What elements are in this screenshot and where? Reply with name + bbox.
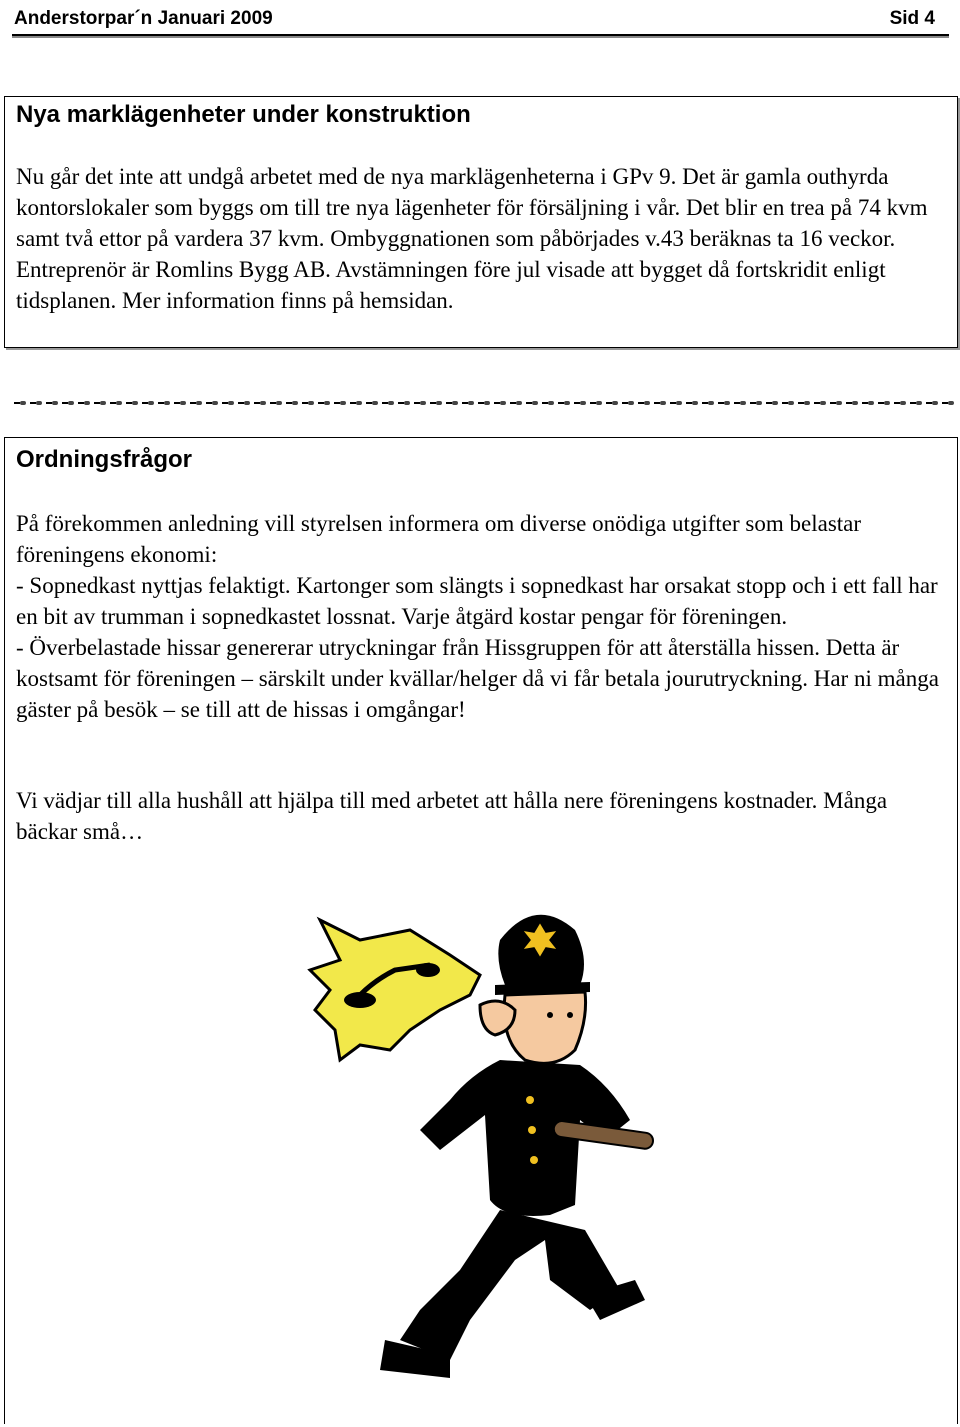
face	[504, 992, 585, 1063]
paragraph: - Sopnedkast nyttjas felaktigt. Kartonger som slängts i sopnedkast har orsakat stopp och i ett fall har en bit av trumman i sopnedkastet lossnat. Varje åtgärd kostar pengar för föreningen.	[16, 573, 938, 629]
article-new-apartments	[4, 96, 958, 348]
page-header	[12, 4, 949, 36]
article-body	[16, 508, 951, 725]
closing-paragraph: Vi vädjar till alla hushåll att hjälpa till med arbetet att hålla nere föreningens kostnader. Många bäckar små…	[16, 788, 888, 844]
policeman-whistle-illustration	[300, 900, 660, 1400]
whistle-burst	[310, 920, 480, 1060]
article-body: Nu går det inte att undgå arbetet med de nya marklägenheterna i GPv 9. Det är gamla outhyrda kontorslokaler som byggs om till tre nya lägenheter för försäljning i vår. Det blir en trea på 74 kvm samt två ettor på vardera 37 kvm. Ombyggnationen som påbörjades v.43 beräknas ta 16 veckor. Entreprenör är Romlins Bygg AB. Avstämningen före jul visade att bygget då fortskridit enligt tidsplanen. Mer information finns på hemsidan.	[16, 164, 928, 313]
page-number: Sid 4	[889, 8, 935, 29]
newsletter-title: Anderstorpar´n Januari 2009	[14, 8, 273, 29]
article-title: Ordningsfrågor	[16, 446, 193, 473]
paragraph: På förekommen anledning vill styrelsen informera om diverse onödiga utgifter som belastar föreningens ekonomi:	[16, 511, 862, 567]
uniform-legs	[400, 1210, 620, 1360]
dotted-divider	[14, 398, 954, 408]
article-title: Nya marklägenheter under konstruktion	[16, 101, 471, 128]
paragraph: - Överbelastade hissar genererar utryckningar från Hissgruppen för att återställa hissen. Detta är kostsamt för föreningen – särskilt under kvällar/helger då vi får betala jourutryckning. Har ni många gäster på besök – se till att de hissas i omgångar!	[16, 635, 939, 722]
